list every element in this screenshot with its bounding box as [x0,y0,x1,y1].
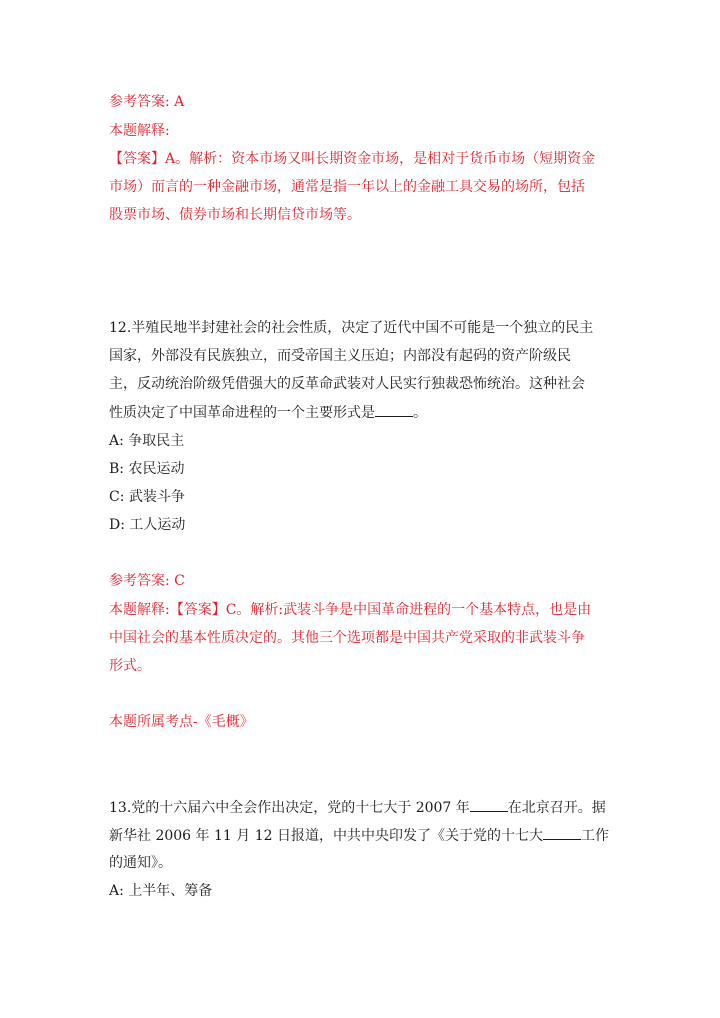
q13-option-a: A: 上半年、筹备 [109,883,213,899]
q12-question-line-2: 国家，外部没有民族独立，而受帝国主义压迫；内部没有起码的资产阶级民 [109,348,571,364]
q12-option-a: A: 争取民主 [109,433,185,449]
q11-explain-line-3: 股票市场、债券市场和长期信贷市场等。 [109,207,361,223]
answer-blank [543,825,581,840]
q11-answer: 参考答案: A [109,94,185,110]
q13-line1-part-b: 在北京召开。据 [507,800,606,816]
q11-explain-label: 本题解释: [109,123,170,139]
q12-answer: 参考答案: C [109,573,185,589]
answer-blank [470,797,508,812]
q12-question-line-4 [109,402,427,423]
q13-question-line-1 [109,797,606,818]
q11-explain-line-1: 【答案】A。解析：资本市场又叫长期资金市场，是相对于货币市场（短期资金 [109,151,596,167]
q13-question-line-2 [109,825,609,846]
q12-option-d: D: 工人运动 [109,517,186,533]
q12-explain-line-2: 中国社会的基本性质决定的。其他三个选项都是中国共产党采取的非武装斗争 [109,630,585,646]
q12-explain-line-3: 形式。 [109,658,151,674]
q13-line2-part-b: 工作 [580,828,609,844]
q13-line1-part-a: 13.党的十六届六中全会作出决定，党的十七大于 2007 年 [109,800,470,816]
q13-question-line-3: 的通知》。 [109,855,172,871]
q12-explain-line-1: 本题解释:【答案】C。解析:武装斗争是中国革命进程的一个基本特点，也是由 [109,602,592,618]
q12-option-b: B: 农民运动 [109,461,185,477]
q12-topic: 本题所属考点-《毛概》 [109,714,254,730]
q12-question-last-prefix: 性质决定了中国革命进程的一个主要形式是 [109,405,375,421]
q12-option-c: C: 武装斗争 [109,489,185,505]
q12-question-last-suffix: 。 [413,405,427,421]
q12-question-line-3: 主，反动统治阶级凭借强大的反革命武装对人民实行独裁恐怖统治。这种社会 [109,376,585,392]
q12-question-line-1: 12.半殖民地半封建社会的社会性质，决定了近代中国不可能是一个独立的民主 [109,320,594,336]
q13-line2-part-a: 新华社 2006 年 11 月 12 日报道，中共中央印发了《关于党的十七大 [109,828,543,844]
q11-explain-line-2: 市场）而言的一种金融市场，通常是指一年以上的金融工具交易的场所，包括 [109,179,585,195]
answer-blank [375,402,413,417]
